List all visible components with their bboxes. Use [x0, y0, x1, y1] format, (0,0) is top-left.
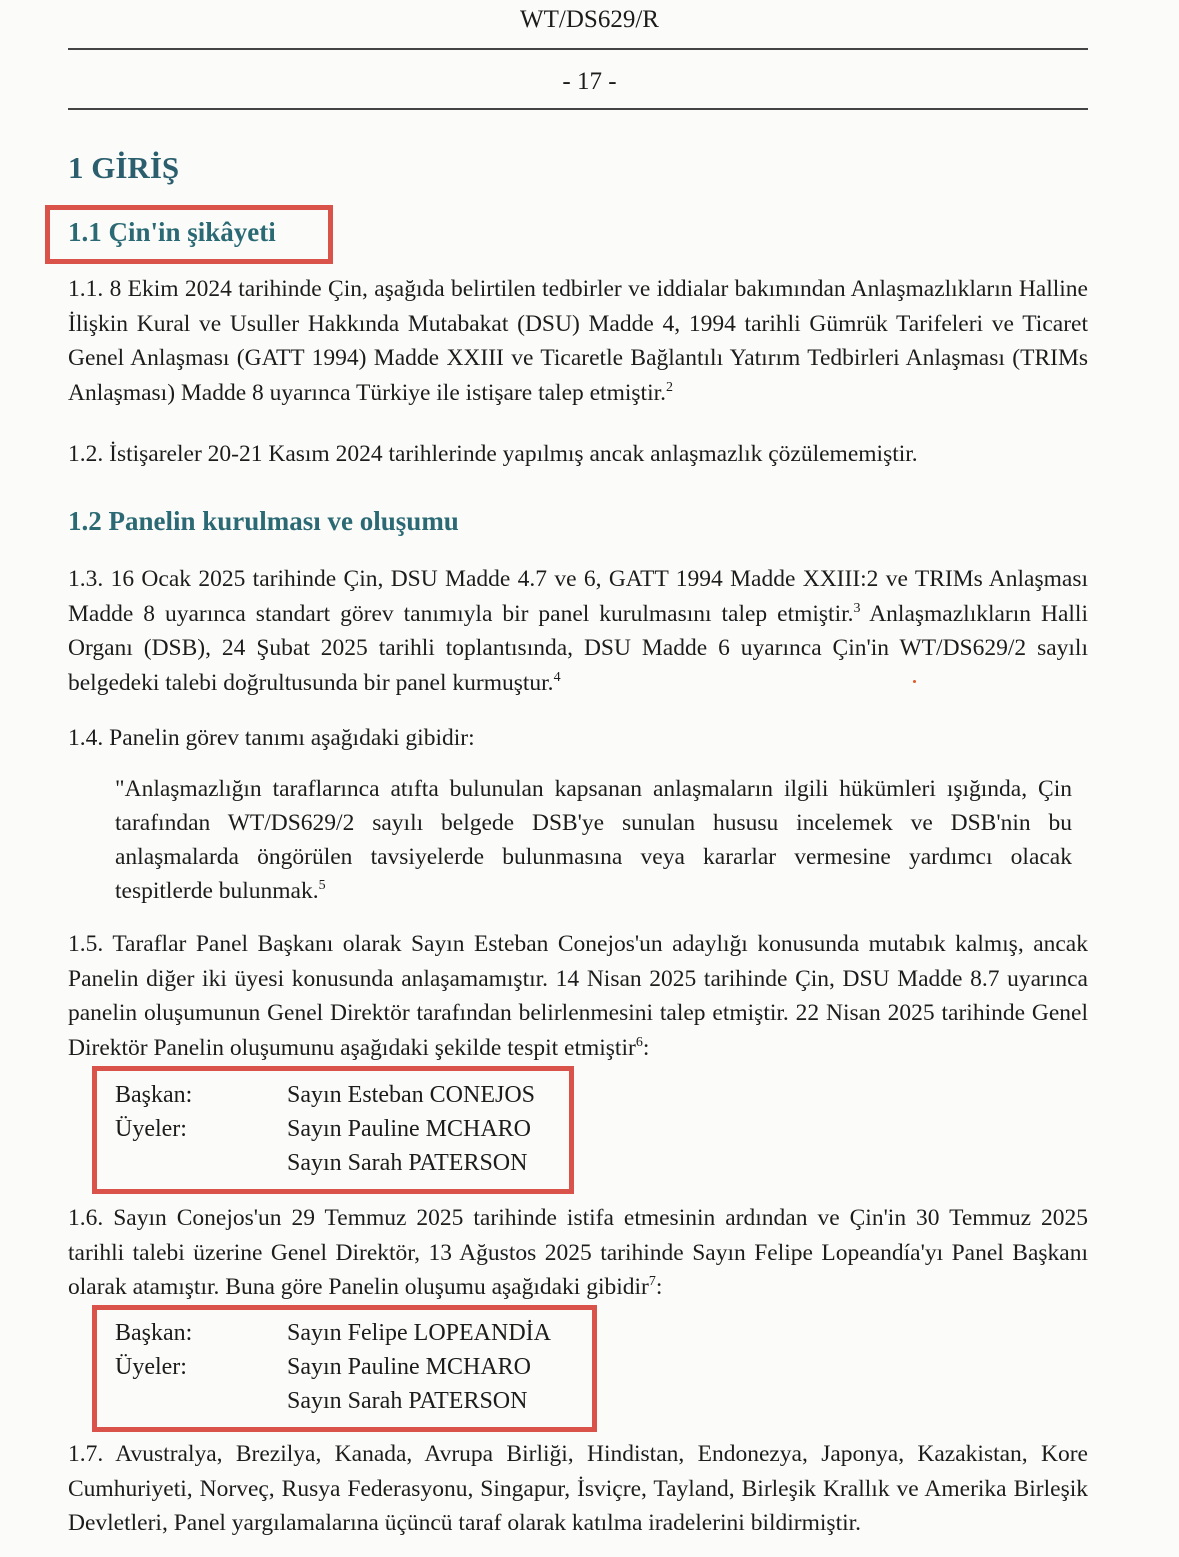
quote-text: "Anlaşmazlığın taraflarınca atıfta bulunulan kapsanan anlaşmaların ilgili hükümleri ışığında, Çin tarafından WT/DS629/2 sayılı belgede DSB'ye sunulan hususu incelemek ve DSB'nin bu anlaşmalarda öngörülen tavsiyelerde bulunmasına veya kararlar vermesine yardımcı olacak tespitlerde bulunmak. — [115, 776, 1072, 904]
footnote-ref-7: 7 — [648, 1274, 656, 1290]
chair-label: Başkan: — [115, 1320, 193, 1346]
footnote-ref-5: 5 — [318, 878, 326, 894]
footnote-ref-3: 3 — [853, 600, 861, 616]
footnote-ref-4: 4 — [553, 669, 561, 685]
paragraph-1-1-text: 1.1. 8 Ekim 2024 tarihinde Çin, aşağıda belirtilen tedbirler ve iddialar bakımından Anlaşmazlıkların Halline İlişkin Kural ve Usuller Hakkında Mutabakat (DSU) Madde 4, 1994 tarihli Gümrük Tarifeleri ve Ticaret Genel Anlaşması (GATT 1994) Madde XXIII ve Ticaretle Bağlantılı Yatırım Tedbirleri Anlaşması (TRIMs Anlaşması) Madde 8 uyarınca Türkiye ile istişare talep etmiştir. — [68, 276, 1088, 406]
paragraph-1-1 — [68, 272, 1088, 410]
stray-mark — [913, 680, 916, 683]
paragraph-1-5 — [68, 927, 1088, 1065]
chair-label: Başkan: — [115, 1082, 193, 1108]
section-heading-giris: 1 GİRİŞ — [68, 150, 180, 185]
header-rule-bottom — [68, 108, 1088, 110]
paragraph-1-5-tail: : — [642, 1034, 650, 1061]
header-rule-top — [68, 48, 1088, 50]
paragraph-1-5-text: 1.5. Taraflar Panel Başkanı olarak Sayın Esteban Conejos'un adaylığı konusunda mutabık kalmış, ancak Panelin diğer iki üyesi konusunda anlaşamamıştır. 14 Nisan 2025 tarihinde Çin, DSU Madde 8.7 uyarınca panelin oluşumunun Genel Direktör tarafından belirlenmesini talep etmiştir. 22 Nisan 2025 tarihinde Genel Direktör Panelin oluşumunu aşağıdaki şekilde tespit etmiştir — [68, 931, 1088, 1061]
member-name: Sayın Pauline MCHARO — [287, 1354, 532, 1380]
paragraph-1-6-text: 1.6. Sayın Conejos'un 29 Temmuz 2025 tarihinde istifa etmesinin ardından ve Çin'in 30 Temmuz 2025 tarihli talebi üzerine Genel Direktör, 13 Ağustos 2025 tarihinde Sayın Felipe Lopeandía'yı Panel Başkanı olarak atamıştır. Buna göre Panelin oluşumu aşağıdaki gibidir — [68, 1205, 1088, 1300]
paragraph-1-3-text-b: Anlaşmazlıkların Halli Organı (DSB), 24 Şubat 2025 tarihli toplantısında, DSU Madde 6 uyarınca Çin'in WT/DS629/2 sayılı belgedeki talebi doğrultusunda bir panel kurmuştur. — [68, 600, 1088, 696]
chair-name: Sayın Felipe LOPEANDİA — [287, 1320, 551, 1346]
footnote-ref-6: 6 — [635, 1034, 643, 1050]
member-name: Sayın Sarah PATERSON — [287, 1150, 528, 1176]
page-number: - 17 - — [562, 68, 617, 95]
paragraph-1-6-tail: : — [655, 1274, 663, 1300]
members-label: Üyeler: — [115, 1354, 187, 1380]
subsection-heading-panel: 1.2 Panelin kurulması ve oluşumu — [68, 506, 459, 536]
member-name: Sayın Pauline MCHARO — [287, 1116, 532, 1142]
chair-name: Sayın Esteban CONEJOS — [287, 1082, 535, 1108]
member-name: Sayın Sarah PATERSON — [287, 1388, 528, 1414]
members-label: Üyeler: — [115, 1116, 187, 1142]
paragraph-1-4: 1.4. Panelin görev tanımı aşağıdaki gibidir: — [68, 725, 475, 751]
paragraph-1-3 — [68, 562, 1088, 700]
document-code: WT/DS629/R — [520, 6, 659, 33]
paragraph-1-3-text-a: 1.3. 16 Ocak 2025 tarihinde Çin, DSU Madde 4.7 ve 6, GATT 1994 Madde XXIII:2 ve TRIMs Anlaşması Madde 8 uyarınca standart görev tanımıyla bir panel kurulmasını talep etmiştir. — [68, 566, 1088, 627]
footnote-ref-2: 2 — [666, 379, 673, 395]
paragraph-1-6 — [68, 1201, 1088, 1305]
subsection-heading-complaint: 1.1 Çin'in şikâyeti — [68, 217, 276, 247]
paragraph-1-7: 1.7. Avustralya, Brezilya, Kanada, Avrupa Birliği, Hindistan, Endonezya, Japonya, Kazakistan, Kore Cumhuriyeti, Norveç, Rusya Federasyonu, Singapur, İsviçre, Tayland, Birleşik Krallık ve Amerika Birleşik Devletleri, Panel yargılamalarına üçüncü taraf olarak katılma iradelerini bildirmiştir. — [68, 1441, 1088, 1536]
terms-of-reference-quote — [115, 772, 1072, 908]
paragraph-1-2: 1.2. İstişareler 20-21 Kasım 2024 tarihlerinde yapılmış ancak anlaşmazlık çözülememiştir. — [68, 441, 918, 467]
